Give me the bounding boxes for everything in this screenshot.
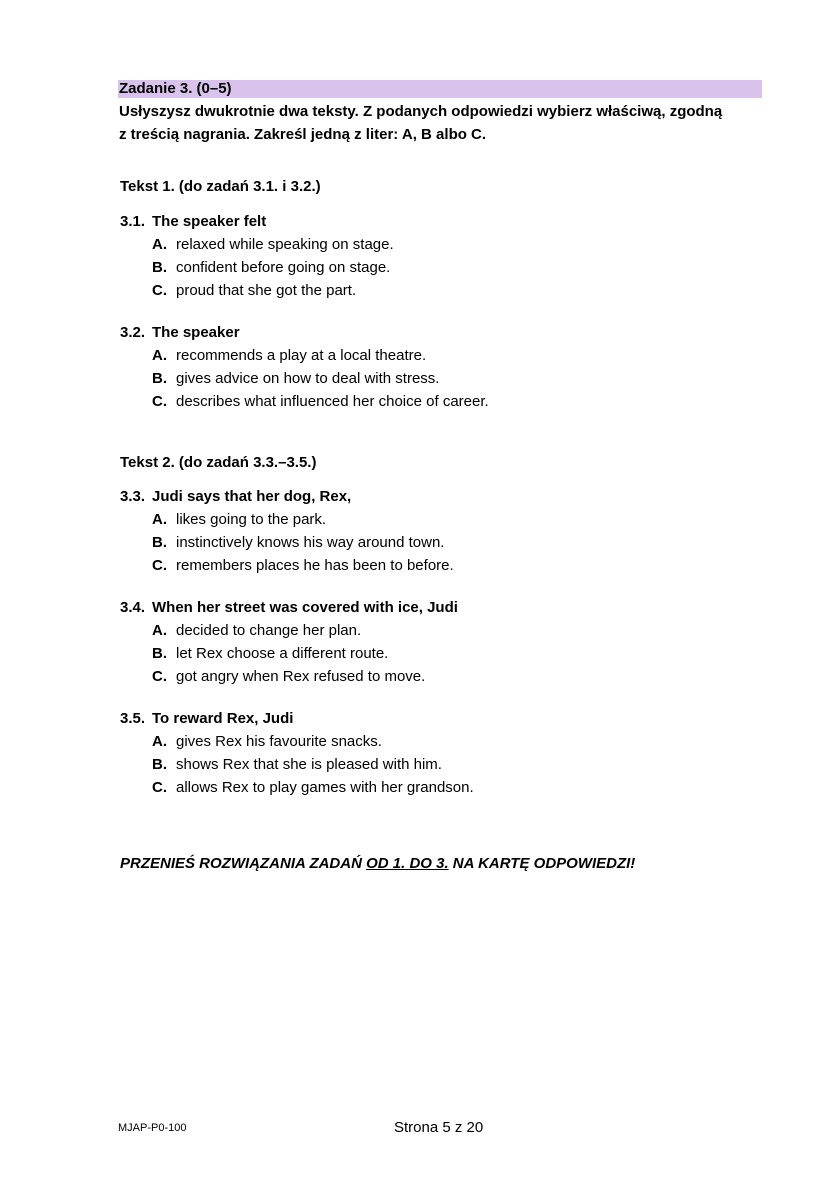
option-letter: A. (152, 236, 167, 253)
option-letter: A. (152, 511, 167, 528)
option-text: got angry when Rex refused to move. (176, 668, 426, 685)
option-text: confident before going on stage. (176, 259, 391, 276)
option-text: instinctively knows his way around town. (176, 534, 445, 551)
question-text: To reward Rex, Judi (152, 710, 294, 727)
option-c[interactable] (120, 554, 454, 577)
option-c[interactable] (120, 390, 489, 413)
question-3-2 (120, 321, 489, 413)
option-text: proud that she got the part. (176, 282, 357, 299)
option-text: recommends a play at a local theatre. (176, 347, 427, 364)
option-c[interactable] (120, 279, 394, 302)
question-text: Judi says that her dog, Rex, (152, 488, 352, 505)
option-text: likes going to the park. (176, 511, 327, 528)
option-text: remembers places he has been to before. (176, 557, 454, 574)
option-text: let Rex choose a different route. (176, 645, 389, 662)
instruction-line: z treścią nagrania. Zakreśl jedną z liter: A, B albo C. (119, 126, 487, 143)
option-text: decided to change her plan. (176, 622, 362, 639)
option-letter: A. (152, 622, 167, 639)
note-text-before: PRZENIEŚ ROZWIĄZANIA ZADAŃ (120, 855, 367, 872)
question-text: The speaker felt (152, 213, 267, 230)
option-letter: C. (152, 668, 167, 685)
option-a[interactable] (120, 233, 394, 256)
option-letter: C. (152, 393, 167, 410)
exam-code: MJAP-P0-100 (118, 1122, 187, 1134)
note-text-underlined: OD 1. DO 3. (366, 855, 449, 872)
option-b[interactable] (120, 642, 458, 665)
text-1-heading: Tekst 1. (do zadań 3.1. i 3.2.) (120, 178, 321, 195)
question-number: 3.2. (120, 324, 146, 341)
option-letter: C. (152, 282, 167, 299)
question-text: The speaker (152, 324, 240, 341)
option-text: gives advice on how to deal with stress. (176, 370, 440, 387)
question-number: 3.1. (120, 213, 146, 230)
question-3-5 (120, 707, 474, 799)
option-a[interactable] (120, 730, 474, 753)
option-letter: B. (152, 370, 167, 387)
option-letter: B. (152, 534, 167, 551)
option-c[interactable] (120, 776, 474, 799)
text-2-heading: Tekst 2. (do zadań 3.3.–3.5.) (120, 454, 317, 471)
option-letter: A. (152, 347, 167, 364)
option-text: describes what influenced her choice of career. (176, 393, 489, 410)
question-number: 3.3. (120, 488, 146, 505)
option-letter: B. (152, 645, 167, 662)
question-stem (120, 596, 458, 619)
option-letter: B. (152, 259, 167, 276)
task-title: Zadanie 3. (0–5) (119, 80, 232, 97)
transfer-answers-note (120, 855, 635, 872)
question-stem (120, 210, 394, 233)
option-text: gives Rex his favourite snacks. (176, 733, 382, 750)
option-text: allows Rex to play games with her grandson. (176, 779, 474, 796)
option-a[interactable] (120, 619, 458, 642)
option-b[interactable] (120, 531, 454, 554)
option-letter: C. (152, 557, 167, 574)
option-a[interactable] (120, 344, 489, 367)
task-header (118, 80, 762, 98)
question-stem (120, 485, 454, 508)
option-letter: C. (152, 779, 167, 796)
task-instructions (119, 100, 769, 146)
option-letter: A. (152, 733, 167, 750)
question-3-3 (120, 485, 454, 577)
option-c[interactable] (120, 665, 458, 688)
question-stem (120, 321, 489, 344)
question-number: 3.5. (120, 710, 146, 727)
option-text: relaxed while speaking on stage. (176, 236, 394, 253)
instruction-line: Usłyszysz dwukrotnie dwa teksty. Z podanych odpowiedzi wybierz właściwą, zgodną (119, 103, 723, 120)
option-letter: B. (152, 756, 167, 773)
question-number: 3.4. (120, 599, 146, 616)
option-text: shows Rex that she is pleased with him. (176, 756, 442, 773)
option-b[interactable] (120, 753, 474, 776)
option-b[interactable] (120, 256, 394, 279)
option-a[interactable] (120, 508, 454, 531)
page-number: Strona 5 z 20 (394, 1119, 484, 1136)
option-b[interactable] (120, 367, 489, 390)
question-3-1 (120, 210, 394, 302)
question-stem (120, 707, 474, 730)
question-text: When her street was covered with ice, Judi (152, 599, 458, 616)
note-text-after: NA KARTĘ ODPOWIEDZI! (448, 855, 636, 872)
question-3-4 (120, 596, 458, 688)
